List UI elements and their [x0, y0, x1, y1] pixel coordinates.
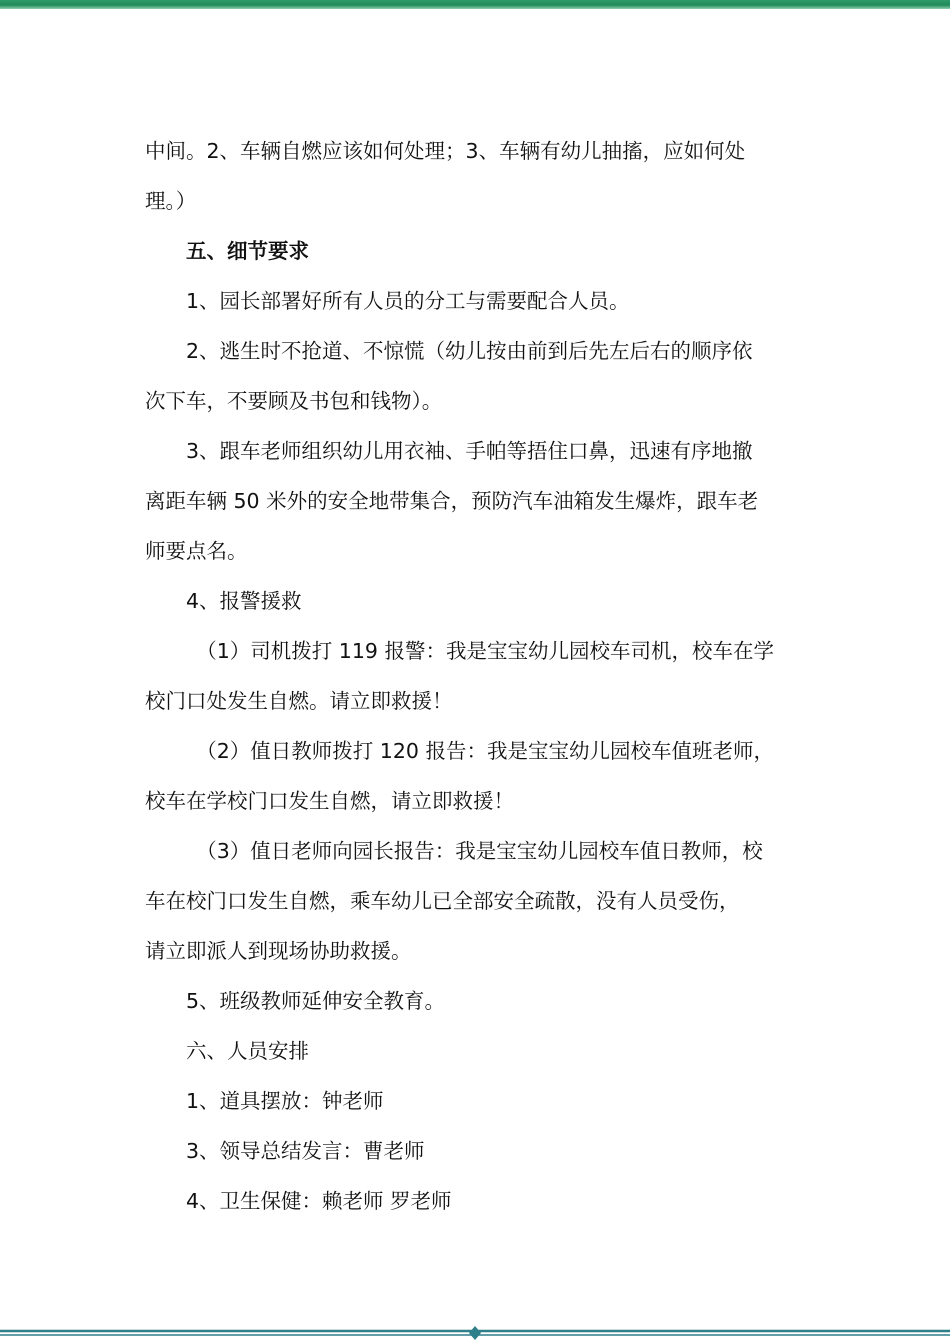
- text-line-9: 师要点名。: [145, 539, 248, 563]
- text-line-6: 次下车，不要顾及书包和钱物）。: [145, 389, 443, 413]
- text-line-18: 5、班级教师延伸安全教育。: [186, 989, 446, 1013]
- text-line-14: 校车在学校门口发生自燃，请立即救援！: [145, 789, 514, 813]
- text-line-10: 4、报警援救: [186, 589, 302, 613]
- text-line-20: 1、道具摆放：钟老师: [186, 1089, 384, 1113]
- text-line-12: 校门口处发生自燃。请立即救援！: [145, 689, 453, 713]
- text-line-17: 请立即派人到现场协助救援。: [145, 939, 412, 963]
- text-line-13: （2）值日教师拨打 120 报告：我是宝宝幼儿园校车值班老师，: [196, 739, 774, 763]
- text-line-22: 4、卫生保健：赖老师 罗老师: [186, 1189, 452, 1213]
- text-line-4: 1、园长部署好所有人员的分工与需要配合人员。: [186, 289, 630, 313]
- diamond-ornament-icon: [469, 1326, 481, 1340]
- text-line-21: 3、领导总结发言：曹老师: [186, 1139, 425, 1163]
- text-line-7: 3、跟车老师组织幼儿用衣袖、手帕等捂住口鼻，迅速有序地撤: [186, 439, 753, 463]
- top-border: [0, 0, 950, 9]
- text-line-1: 中间。2、车辆自燃应该如何处理；3、车辆有幼儿抽搐，应如何处: [145, 139, 746, 163]
- text-line-5: 2、逃生时不抢道、不惊慌（幼儿按由前到后先左后右的顺序依: [186, 339, 753, 363]
- text-line-16: 车在校门口发生自燃，乘车幼儿已全部安全疏散，没有人员受伤，: [145, 889, 740, 913]
- bottom-border: [0, 1326, 950, 1344]
- text-line-15: （3）值日老师向园长报告：我是宝宝幼儿园校车值日教师，校: [196, 839, 763, 863]
- section-heading-details: 五、细节要求: [186, 239, 309, 263]
- document-body: [145, 126, 810, 1226]
- text-line-2: 理。）: [145, 189, 197, 213]
- text-line-8: 离距车辆 50 米外的安全地带集合，预防汽车油箱发生爆炸，跟车老: [145, 489, 759, 513]
- text-line-11: （1）司机拨打 119 报警：我是宝宝幼儿园校车司机，校车在学: [196, 639, 774, 663]
- section-heading-staff: 六、人员安排: [186, 1039, 309, 1063]
